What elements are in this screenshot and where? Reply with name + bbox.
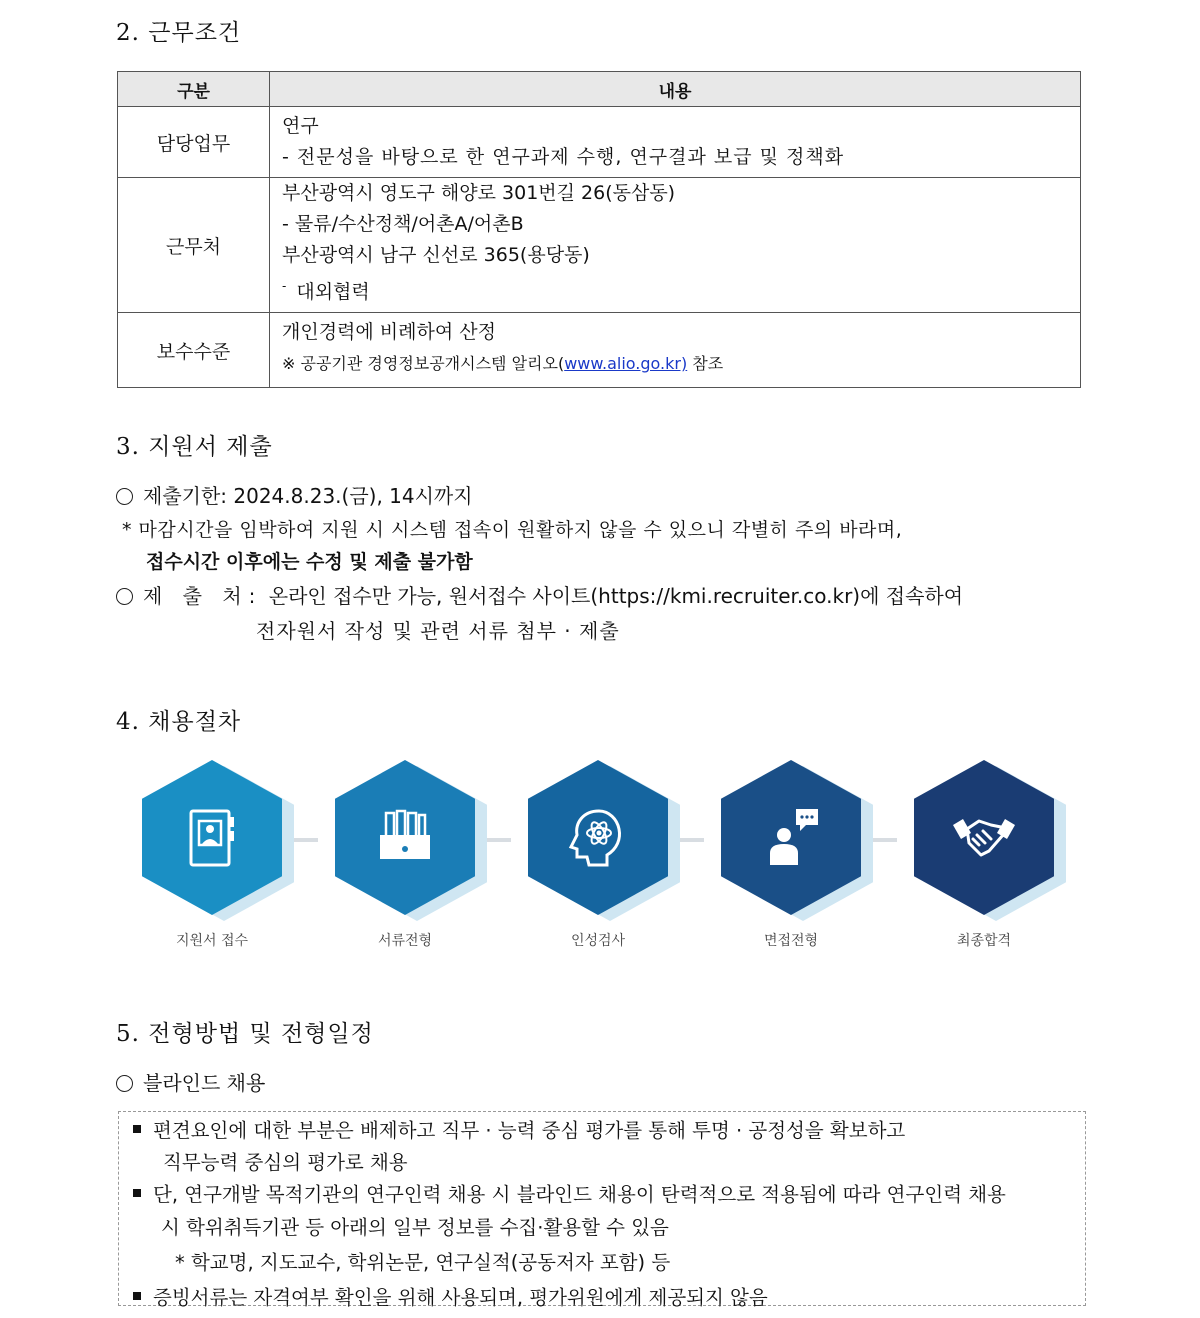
deadline-note-bold: 접수시간 이후에는 수정 및 제출 불가함 — [146, 551, 473, 573]
person-speech-icon — [756, 803, 826, 873]
step-label: 인성검사 — [570, 933, 626, 949]
submit-place-label: 제 출 처: — [143, 584, 263, 608]
blind-hiring-title — [116, 1067, 265, 1096]
process-step-document — [335, 760, 485, 949]
handshake-icon — [949, 803, 1019, 873]
list-item — [133, 1115, 905, 1143]
note-suffix: 참조 — [687, 354, 724, 373]
square-bullet-icon — [133, 1125, 141, 1133]
head-atom-icon — [563, 803, 633, 873]
application-book-icon — [177, 803, 247, 873]
list-item-text: 증빙서류는 자격여부 확인을 위해 사용되며, 평가위원에게 제공되지 않음 — [153, 1286, 768, 1309]
row-label-salary: 보수수준 — [118, 313, 270, 388]
section-5-heading: 5. 전형방법 및 전형일정 — [116, 1021, 374, 1047]
submit-place-line-2: 전자원서 작성 및 관련 서류 첨부 · 제출 — [256, 619, 620, 643]
deadline-text: 제출기한: 2024.8.23.(금), 14시까지 — [143, 484, 473, 508]
content-line: - 물류/수산정책/어촌A/어촌B — [282, 213, 524, 235]
section-4-heading: 4. 채용절차 — [116, 709, 242, 735]
header-content: 내용 — [270, 72, 1081, 107]
section-2-heading: 2. 근무조건 — [116, 20, 242, 46]
square-bullet-icon — [133, 1292, 141, 1300]
alio-link[interactable]: www.alio.go.kr) — [564, 354, 688, 373]
circle-bullet-icon — [116, 1075, 133, 1092]
content-line-text: 대외협력 — [296, 281, 370, 303]
circle-bullet-icon — [116, 488, 133, 505]
list-item — [133, 1282, 768, 1310]
submit-place-line — [116, 580, 963, 609]
row-label-duty: 담당업무 — [118, 107, 270, 178]
square-bullet-icon — [133, 1189, 141, 1197]
process-step-application — [142, 760, 292, 949]
deadline-line — [116, 480, 473, 509]
content-line: 부산광역시 남구 신선로 365(용당동) — [282, 244, 590, 266]
row-content-salary — [270, 313, 1081, 388]
salary-note — [282, 348, 1068, 379]
step-label: 지원서 접수 — [175, 933, 249, 949]
content-line: 개인경력에 비례하여 산정 — [282, 321, 496, 343]
row-label-location: 근무처 — [118, 178, 270, 313]
table-header-row — [118, 72, 1081, 107]
section-3-heading: 3. 지원서 제출 — [116, 434, 273, 460]
content-line: 부산광역시 영도구 해양로 301번길 26(동삼동) — [282, 182, 676, 204]
work-conditions-table — [117, 71, 1081, 388]
header-category: 구분 — [118, 72, 270, 107]
list-item-subnote: * 학교명, 지도교수, 학위논문, 연구실적(공동저자 포함) 등 — [175, 1251, 671, 1274]
blind-title-text: 블라인드 채용 — [143, 1071, 266, 1095]
list-item-text: 단, 연구개발 목적기관의 연구인력 채용 시 블라인드 채용이 탄력적으로 적용됨에 따라 연구인력 채용 — [153, 1183, 1006, 1206]
step-label: 면접전형 — [763, 933, 819, 949]
list-item — [133, 1179, 1006, 1207]
row-content-duty — [270, 107, 1081, 178]
note-prefix: ※ 공공기관 경영정보공개시스템 알리오( — [282, 354, 565, 373]
process-step-interview — [721, 760, 871, 949]
table-row — [118, 313, 1081, 388]
content-line: - 대외협력 — [282, 279, 370, 303]
table-row — [118, 107, 1081, 178]
process-step-final — [914, 760, 1064, 949]
submit-place-text: 온라인 접수만 가능, 원서접수 사이트(https://kmi.recruiter.co.kr)에 접속하여 — [268, 584, 964, 608]
table-row — [118, 178, 1081, 313]
content-line: - 전문성을 바탕으로 한 연구과제 수행, 연구결과 보급 및 정책화 — [282, 146, 845, 168]
hiring-process-diagram — [130, 760, 1070, 960]
step-label: 최종합격 — [956, 933, 1012, 949]
deadline-note: * 마감시간을 임박하여 지원 시 시스템 접속이 원활하지 않을 수 있으니 각별히 주의 바라며, — [122, 519, 903, 541]
row-content-location — [270, 178, 1081, 313]
list-item-text: 편견요인에 대한 부분은 배제하고 직무 · 능력 중심 평가를 통해 투명 · 공정성을 확보하고 — [153, 1119, 906, 1142]
document-files-icon — [370, 803, 440, 873]
list-item-continued: 시 학위취득기관 등 아래의 일부 정보를 수집·활용할 수 있음 — [161, 1216, 669, 1239]
blind-hiring-box — [118, 1111, 1086, 1309]
circle-bullet-icon — [116, 588, 133, 605]
process-step-personality — [528, 760, 678, 949]
content-line: 연구 — [282, 115, 319, 137]
step-label: 서류전형 — [377, 933, 433, 949]
list-item-continued: 직무능력 중심의 평가로 채용 — [163, 1151, 408, 1174]
